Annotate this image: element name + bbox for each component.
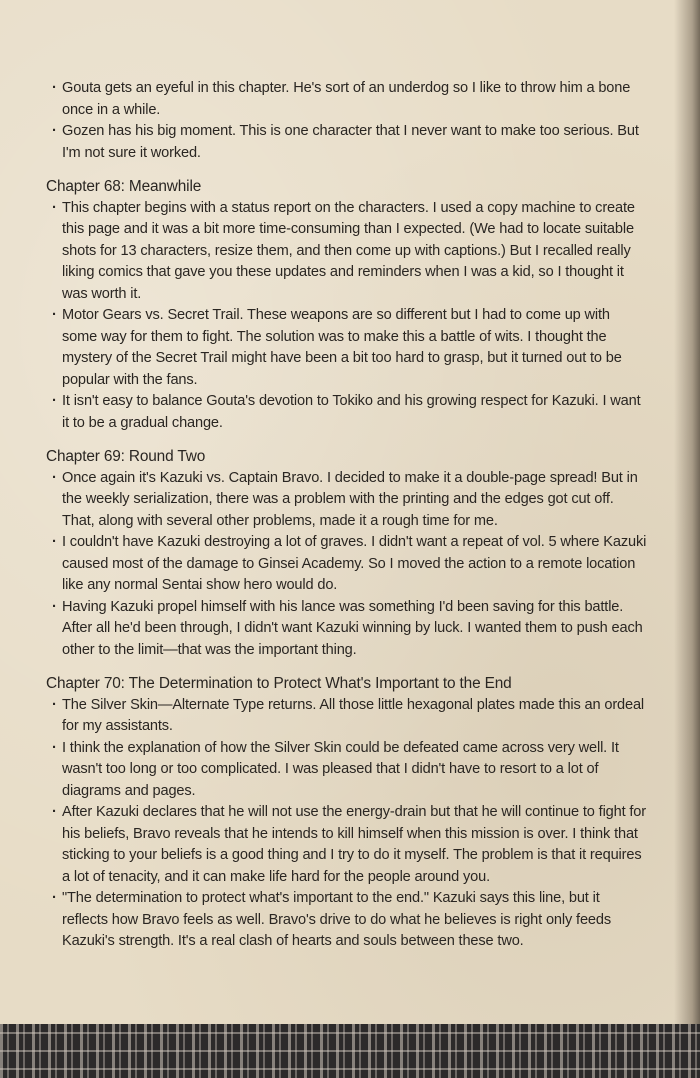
- chapter-bullet-list: [46, 198, 648, 435]
- chapter-bullet-list: [46, 468, 648, 662]
- intro-bullet-list: [46, 78, 648, 164]
- bullet-item: · I think the explanation of how the Silver Skin could be defeated came across very well. It wasn't too long or too complicated. I was pleased that I didn't have to resort to a lot of diagrams and pages.: [46, 738, 648, 803]
- decorative-bottom-strip: [0, 1024, 700, 1078]
- bullet-item: · Having Kazuki propel himself with his lance was something I'd been saving for this battle. After all he'd been through, I didn't want Kazuki winning by luck. I wanted them to push each other to the limit—that was the important thing.: [46, 597, 648, 662]
- bullet-item: · Gouta gets an eyeful in this chapter. He's sort of an underdog so I like to throw him a bone once in a while.: [46, 78, 648, 121]
- bullet-item: · Once again it's Kazuki vs. Captain Bravo. I decided to make it a double-page spread! But in the weekly serialization, there was a problem with the printing and the edges got cut off. That, along with several other problems, made it a rough time for me.: [46, 468, 648, 533]
- page-edge-shadow: [674, 0, 700, 1078]
- bullet-item: · The Silver Skin—Alternate Type returns. All those little hexagonal plates made this an ordeal for my assistants.: [46, 695, 648, 738]
- chapter-70-section: [46, 673, 648, 953]
- bullet-item: · It isn't easy to balance Gouta's devotion to Tokiko and his growing respect for Kazuki. I want it to be a gradual change.: [46, 391, 648, 434]
- page-content: [46, 78, 648, 953]
- intro-section: [46, 78, 648, 164]
- chapter-title: Chapter 70: The Determination to Protect What's Important to the End: [46, 675, 512, 692]
- bullet-item: · I couldn't have Kazuki destroying a lot of graves. I didn't want a repeat of vol. 5 where Kazuki caused most of the damage to Ginsei Academy. So I moved the action to a remote location like any normal Sentai show hero would do.: [46, 532, 648, 597]
- bullet-item: · This chapter begins with a status report on the characters. I used a copy machine to create this page and it was a bit more time-consuming than I expected. (We had to locate suitable shots for 13 characters, resize them, and then come up with captions.) But I recalled really liking comics that gave you these updates and reminders when I was a kid, so I thought it was worth it.: [46, 198, 648, 306]
- chapter-68-section: [46, 176, 648, 434]
- bullet-item: · Gozen has his big moment. This is one character that I never want to make too serious. But I'm not sure it worked.: [46, 121, 648, 164]
- chapter-title: Chapter 69: Round Two: [46, 448, 206, 465]
- bullet-item: · After Kazuki declares that he will not use the energy-drain but that he will continue to fight for his beliefs, Bravo reveals that he intends to kill himself when this mission is over. I think that sticking to your beliefs is a good thing and I try to do it myself. The problem is that it requires a lot of tenacity, and it can make life hard for the people around you.: [46, 802, 648, 888]
- bullet-item: · "The determination to protect what's important to the end." Kazuki says this line, but it reflects how Bravo feels as well. Bravo's drive to do what he believes is right only feeds Kazuki's strength. It's a real clash of hearts and souls between these two.: [46, 888, 648, 953]
- chapter-title: Chapter 68: Meanwhile: [46, 178, 202, 195]
- chapter-bullet-list: [46, 695, 648, 953]
- bullet-item: · Motor Gears vs. Secret Trail. These weapons are so different but I had to come up with some way for them to fight. The solution was to make this a battle of wits. I thought the mystery of the Secret Trail might have been a bit too hard to grasp, but it turned out to be popular with the fans.: [46, 305, 648, 391]
- chapter-69-section: [46, 446, 648, 661]
